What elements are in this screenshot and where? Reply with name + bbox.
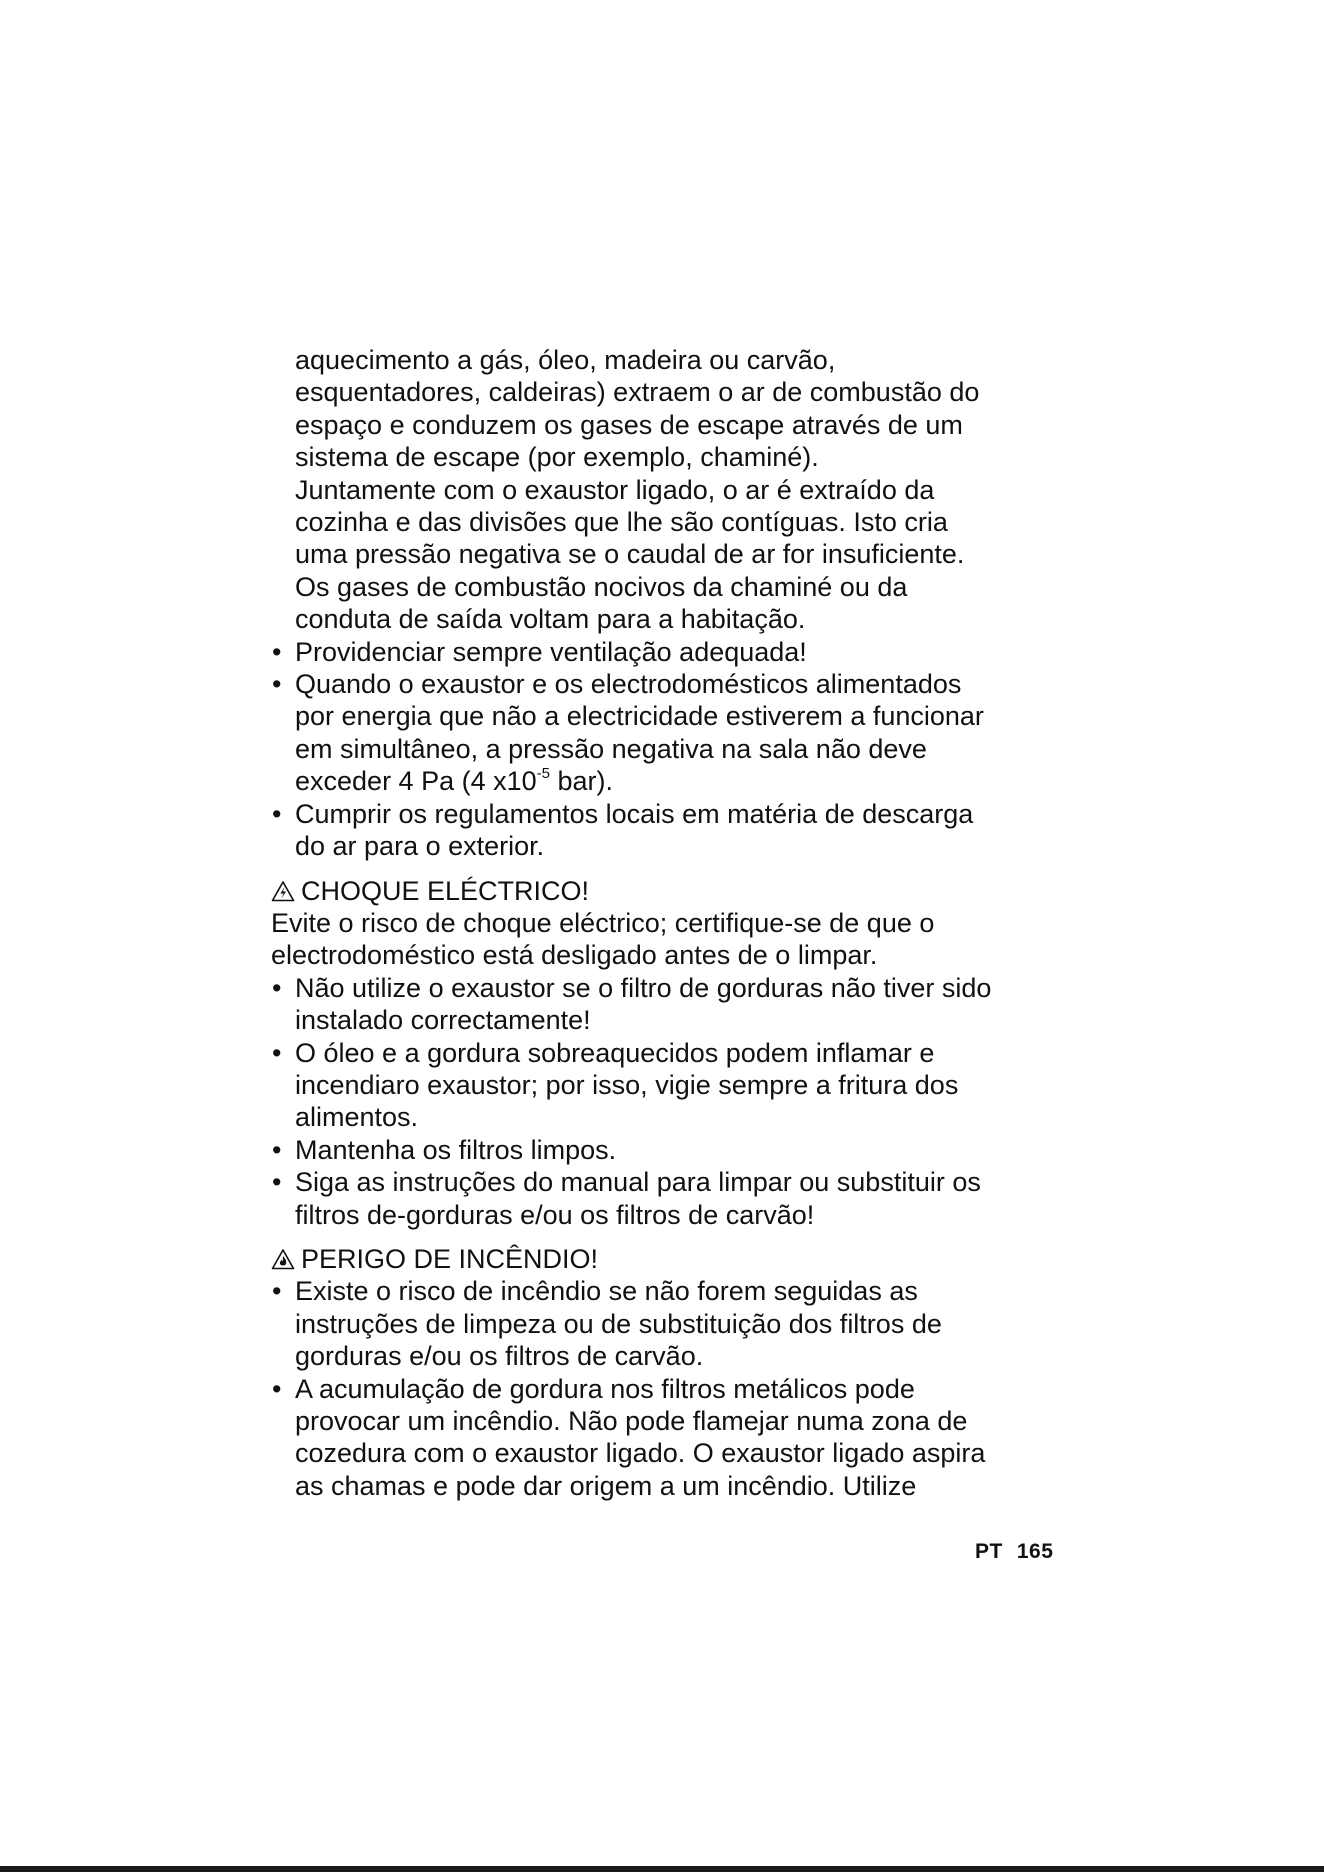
unit-text: bar). — [550, 766, 614, 797]
section-title: CHOQUE ELÉCTRICO! — [301, 875, 590, 906]
text-line: esquentadores, caldeiras) extraem o ar de combustão do — [295, 377, 980, 408]
text-line: as chamas e pode dar origem a um incêndio. Utilize — [295, 1470, 917, 1501]
text-line: • Providenciar sempre ventilação adequada! — [295, 636, 807, 667]
text-line: do ar para o exterior. — [295, 831, 545, 862]
electric-bullet-list — [271, 972, 1061, 1231]
electric-shock-heading — [271, 875, 1061, 907]
list-item — [271, 1134, 1061, 1166]
text-line: • A acumulação de gordura nos filtros metálicos pode — [295, 1373, 915, 1404]
text-line: filtros de-gorduras e/ou os filtros de carvão! — [295, 1199, 815, 1230]
text-line: Os gases de combustão nocivos da chaminé ou da — [295, 571, 908, 602]
page-footer — [975, 1540, 1053, 1564]
list-item — [271, 972, 1061, 1037]
list-item — [271, 668, 1061, 798]
list-item — [271, 1166, 1061, 1231]
text-line: instruções de limpeza ou de substituição dos filtros de — [295, 1308, 942, 1339]
list-item — [271, 1373, 1061, 1503]
text-line: • Siga as instruções do manual para limpar ou substituir os — [295, 1167, 981, 1198]
ventilation-bullet-list — [271, 636, 1061, 863]
text-line: uma pressão negativa se o caudal de ar for insuficiente. — [295, 539, 965, 570]
language-code: PT — [975, 1540, 1003, 1563]
pressure-text: exceder 4 Pa (4 x10 — [295, 766, 537, 797]
text-line: espaço e conduzem os gases de escape através de um — [295, 409, 963, 440]
text-line: gorduras e/ou os filtros de carvão. — [295, 1341, 704, 1372]
list-item — [271, 1037, 1061, 1134]
warning-triangle-icon — [271, 880, 295, 902]
text-line: por energia que não a electricidade estiverem a funcionar — [295, 701, 984, 732]
fire-hazard-heading — [271, 1243, 1061, 1275]
page-number: 165 — [1016, 1540, 1054, 1563]
text-line: • Quando o exaustor e os electrodomésticos alimentados — [295, 669, 962, 700]
text-line: cozinha e das divisões que lhe são contíguas. Isto cria — [295, 507, 948, 538]
text-line: conduta de saída voltam para a habitação. — [295, 604, 806, 635]
text-line: Juntamente com o exaustor ligado, o ar é extraído da — [295, 474, 935, 505]
fire-bullet-list — [271, 1275, 1061, 1502]
text-line: sistema de escape (por exemplo, chaminé). — [295, 442, 819, 473]
fire-warning-triangle-icon — [271, 1248, 295, 1270]
text-line — [295, 765, 1061, 797]
text-line: • Cumprir os regulamentos locais em matéria de descarga — [295, 798, 974, 829]
intro-paragraph — [271, 344, 1061, 636]
text-line: • Não utilize o exaustor se o filtro de gorduras não tiver sido — [295, 972, 992, 1003]
text-line: aquecimento a gás, óleo, madeira ou carvão, — [295, 345, 836, 375]
text-line: Evite o risco de choque eléctrico; certifique-se de que o — [271, 907, 935, 938]
text-line: cozedura com o exaustor ligado. O exaustor ligado aspira — [295, 1438, 986, 1469]
text-line: • Existe o risco de incêndio se não forem seguidas as — [295, 1276, 918, 1307]
text-line: incendiaro exaustor; por isso, vigie sempre a fritura dos — [295, 1069, 959, 1100]
section-title: PERIGO DE INCÊNDIO! — [301, 1243, 599, 1274]
list-item — [271, 636, 1061, 668]
text-line: alimentos. — [295, 1102, 419, 1133]
text-line: • O óleo e a gordura sobreaquecidos podem inflamar e — [295, 1037, 935, 1068]
text-line: instalado correctamente! — [295, 1005, 591, 1036]
text-line: • Mantenha os filtros limpos. — [295, 1134, 617, 1165]
text-line: electrodoméstico está desligado antes de o limpar. — [271, 940, 878, 971]
list-item — [271, 798, 1061, 863]
text-line: provocar um incêndio. Não pode flamejar numa zona de — [295, 1406, 968, 1436]
exponent: -5 — [536, 765, 550, 783]
list-item — [271, 1275, 1061, 1372]
bottom-edge-rule — [0, 1866, 1324, 1872]
text-line: em simultâneo, a pressão negativa na sala não deve — [295, 733, 927, 764]
document-body — [271, 344, 1061, 1502]
